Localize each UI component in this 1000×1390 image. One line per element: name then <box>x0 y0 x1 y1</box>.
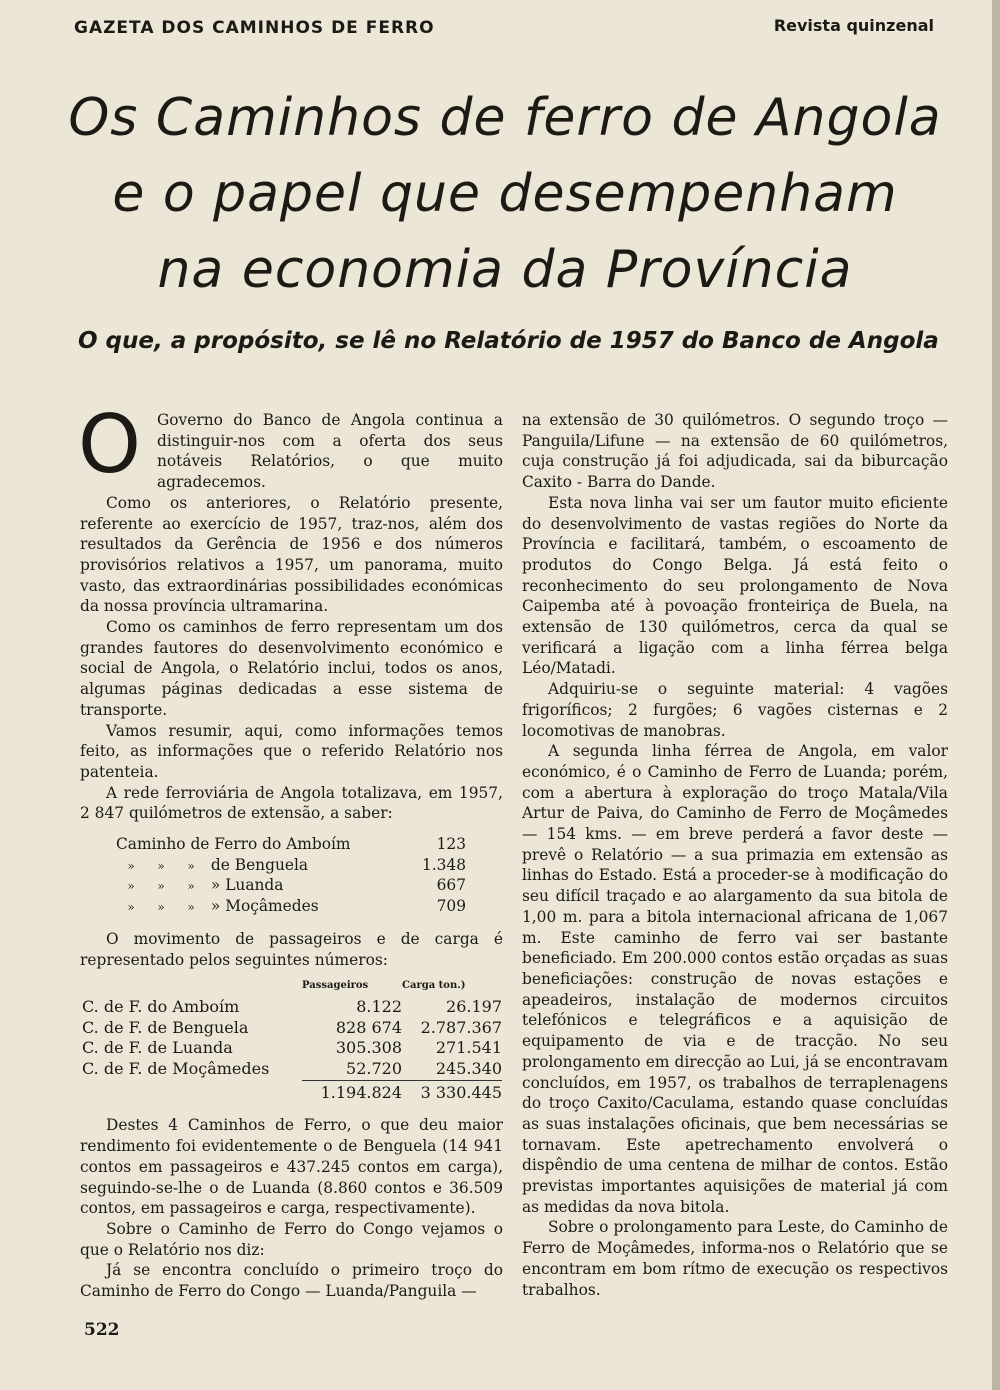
paragraph: Destes 4 Caminhos de Ferro, o que deu maior rendimento foi evidentemente o de Benguela (14 941 contos em passageiros e 437.245 contos em carga), seguindo-se-lhe o de Luanda (8.860 contos e 36.509 contos, em passageiros e carga, respectivamente). <box>80 1116 503 1218</box>
railway-label: » Moçâmedes <box>210 897 319 916</box>
paragraph-text: Governo do Banco de Angola continua a distinguir-nos com a oferta dos seus notáveis Relatórios, o que muito agradecemos. <box>156 411 503 492</box>
railway-length: 709 <box>436 897 466 916</box>
railway-length: 123 <box>436 835 466 854</box>
table-row <box>82 1059 502 1080</box>
ditto-mark: » <box>127 879 135 894</box>
cargo-cell: 2.787.367 <box>420 1017 502 1037</box>
railway-cell: C. de F. do Amboím <box>82 996 240 1016</box>
passengers-cell: 305.308 <box>335 1038 402 1058</box>
table-header-empty <box>82 976 302 997</box>
list-item <box>116 834 466 855</box>
ditto-mark: » <box>157 900 165 915</box>
header-periodicity: Revista quinzenal <box>773 16 934 35</box>
cargo-cell: 26.197 <box>446 996 502 1016</box>
table-header-row <box>82 976 502 997</box>
railway-label: » Luanda <box>210 876 284 895</box>
cargo-cell: 271.541 <box>435 1038 502 1058</box>
total-label-empty <box>82 1080 302 1103</box>
page-number: 522 <box>84 1320 120 1340</box>
article-subtitle: O que, a propósito, se lê no Relatório de 1957 do Banco de Angola <box>78 328 939 354</box>
railway-length: 667 <box>436 876 466 895</box>
railway-cell: C. de F. de Benguela <box>82 1017 249 1037</box>
railway-cell: C. de F. de Luanda <box>82 1038 233 1058</box>
network-length-list <box>116 834 466 917</box>
list-item <box>116 855 466 876</box>
list-item <box>116 896 466 917</box>
paragraph: A segunda linha férrea de Angola, em valor económico, é o Caminho de Ferro de Luanda; porém, com a abertura à exploração do troço Matala/Vila Artur de Paiva, do Caminho de Ferro de Moçâmedes — 154 kms. — em breve perderá a favor deste — prevê o Relatório — a sua primazia em extensão as linhas do Estado. Está a proceder-se à modificação do seu difícil traçado e ao alargamento da sua bitola de 1,00 m. para a bitola internacional africana de 1,067 m. Este caminho de ferro vai ser bastante beneficiado. Em 200.000 contos estão orçadas as suas beneficiações: construção de novas estações e apeadeiros, instalação de modernos circuitos telefónicos e telegráficos e a aquisição de equipamento de via e de tracção. No seu prolongamento em direcção ao Lui, já se encontravam concluídos, em 1957, os trabalhos de terraplenagens do troço Caxito/Caculama, estando quase concluídas as suas instalações oficinais, que bem necessárias se tornavam. Este apetrechamento envolverá o dispêndio de uma centena de milhar de contos. Estão previstas importantes aquisições de material já com as medidas da nova bitola. <box>522 742 948 1216</box>
paragraph: O movimento de passageiros e de carga é representado pelos seguintes números: <box>80 929 503 969</box>
railway-length: 1.348 <box>421 855 466 874</box>
paragraph: Já se encontra concluído o primeiro troço do Caminho de Ferro do Congo — Luanda/Panguila — <box>80 1261 503 1301</box>
ditto-mark: » <box>157 858 165 873</box>
list-item <box>116 875 466 896</box>
ditto-mark: » <box>157 879 165 894</box>
page-edge-shadow <box>992 0 1000 1390</box>
railway-label: de Benguela <box>210 855 309 874</box>
paragraph: Como os anteriores, o Relatório presente, referente ao exercício de 1957, traz-nos, além dos resultados da Gerência de 1956 e dos números provisórios relativos a 1957, um panorama, muito vasto, das extraordinárias possibilidades económicas da nossa província ultramarina. <box>80 493 503 616</box>
railway-name <box>116 855 308 876</box>
ditto-mark: » <box>127 900 135 915</box>
table-total-row <box>82 1080 502 1103</box>
ditto-mark: » <box>187 900 195 915</box>
railway-name <box>116 875 283 896</box>
article-title <box>60 80 950 308</box>
paragraph: Esta nova linha vai ser um fautor muito eficiente do desenvolvimento de vastas regiões do Norte da Província e facilitará, também, o escoamento de produtos do Congo Belga. Já está feito o reconhecimento do seu prolongamento de Nova Caipemba até à povoação fronteiriça de Buela, na extensão de 130 quilómetros, cerca da qual se verificará a ligação com a linha férrea belga Léo/Matadi. <box>522 493 948 678</box>
passengers-cell: 52.720 <box>302 1059 402 1080</box>
ditto-mark: » <box>127 858 135 873</box>
column-header-passengers: Passageiros <box>302 980 369 992</box>
railway-cell: C. de F. de Moçâmedes <box>82 1059 270 1079</box>
title-line-2: e o papel que desempenham <box>112 164 898 224</box>
right-column <box>522 410 948 1300</box>
passengers-cell: 8.122 <box>356 996 402 1016</box>
table-row <box>82 997 502 1018</box>
paragraph: na extensão de 30 quilómetros. O segundo troço — Panguila/Lifune — na extensão de 60 quilómetros, cuja construção já foi adjudicada, sai da biburcação Caxito - Barra do Dande. <box>522 411 948 492</box>
left-column <box>78 398 503 1302</box>
ditto-mark: » <box>187 879 195 894</box>
column-header-cargo: Carga ton.) <box>402 980 466 992</box>
passengers-cell: 828 674 <box>335 1017 402 1037</box>
paragraph: Sobre o Caminho de Ferro do Congo vejamos o que o Relatório nos diz: <box>80 1219 503 1259</box>
railway-name: Caminho de Ferro do Amboím <box>116 835 351 854</box>
ditto-mark: » <box>187 858 195 873</box>
cargo-cell: 245.340 <box>402 1059 502 1080</box>
total-passengers: 1.194.824 <box>320 1082 402 1102</box>
title-line-1: Os Caminhos de ferro de Angola <box>68 88 942 148</box>
paragraph: Vamos resumir, aqui, como informações temos feito, as informações que o referido Relatório nos patenteia. <box>80 721 503 781</box>
paragraph: Como os caminhos de ferro representam um dos grandes fautores do desenvolvimento económico e social de Angola, o Relatório inclui, todos os anos, algumas páginas dedicadas a esse sistema de transporte. <box>80 618 503 719</box>
traffic-table <box>82 976 502 1103</box>
table-row <box>82 1018 502 1039</box>
railway-name <box>116 896 319 917</box>
paragraph: Sobre o prolongamento para Leste, do Caminho de Ferro de Moçâmedes, informa-nos o Relatório que se encontram em bom rítmo de execução os respectivos trabalhos. <box>522 1218 948 1299</box>
total-cargo: 3 330.445 <box>420 1082 502 1102</box>
paragraph: A rede ferroviária de Angola totalizava, em 1957, 2 847 quilómetros de extensão, a saber: <box>80 783 503 823</box>
table-row <box>82 1038 502 1059</box>
drop-cap: O <box>78 398 141 491</box>
paragraph <box>78 398 503 493</box>
paragraph: Adquiriu-se o seguinte material: 4 vagões frigoríficos; 2 furgões; 6 vagões cisternas e 2 locomotivas de manobras. <box>522 680 948 740</box>
header-magazine-name: GAZETA DOS CAMINHOS DE FERRO <box>74 18 435 38</box>
title-line-3: na economia da Província <box>157 240 853 300</box>
